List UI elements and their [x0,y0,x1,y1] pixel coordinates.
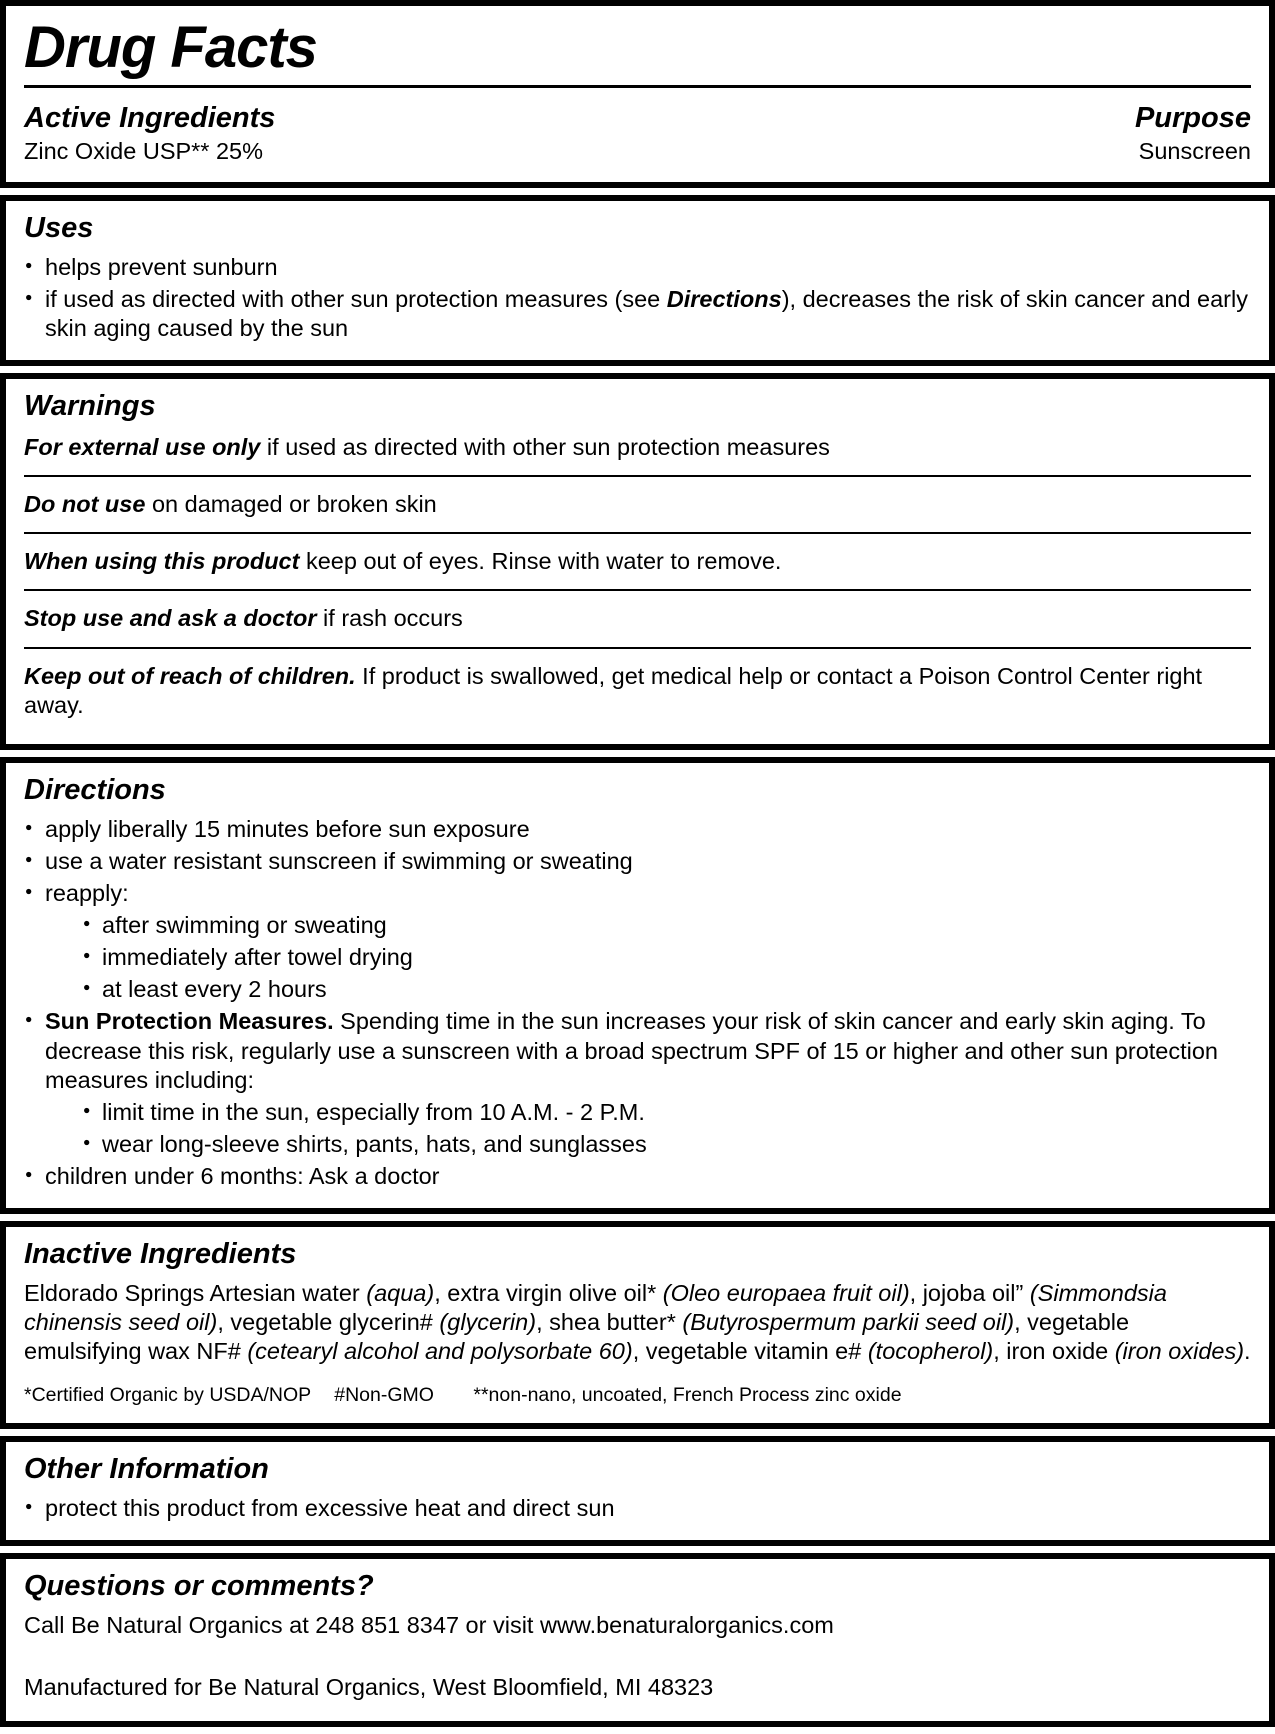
warning-divider [24,647,1251,649]
ingredient-notes [24,1384,1251,1407]
questions-heading: Questions or comments? [24,1570,374,1603]
section-other-information [0,1436,1275,1546]
warnings-heading: Warnings [24,390,156,423]
warning-row [24,604,1251,633]
warning-divider [24,532,1251,534]
directions-sub-bullet: ● after swimming or sweating [83,911,1251,940]
warning-row [24,662,1251,720]
warning-text: If product is swallowed, get medical help or contact a Poison Control Center right away. [24,662,1203,718]
directions-bullet-text: use a water resistant sunscreen if swimming or sweating [45,847,633,874]
warning-lead: Keep out of reach of children. [24,662,356,689]
inactive-ingredients-paragraph: Eldorado Springs Artesian water (aqua), extra virgin olive oil* (Oleo europaea fruit oil), jojoba oil” (Simmondsia chinensis seed oil), vegetable glycerin# (glycerin), shea butter* (Butyrospermum parkii seed oil), vegetable emulsifying wax NF# (cetearyl alcohol and polysorbate 60), vegetable vitamin e# (tocopherol), iron oxide (iron oxides). [24,1280,1251,1365]
warning-text: if used as directed with other sun protection measures [260,434,830,461]
section-warnings [0,373,1275,750]
directions-bullet-text: apply liberally 15 minutes before sun exposure [45,815,530,842]
directions-sub-bullet: ● at least every 2 hours [83,975,1251,1004]
warning-divider [24,589,1251,591]
directions-sub-bullet: ● limit time in the sun, especially from 10 A.M. - 2 P.M. [83,1098,1251,1127]
active-ingredients-heading-row [24,100,1251,136]
other-information-bullet: ● protect this product from excessive heat and direct sun [24,1494,1251,1523]
purpose-value: Sunscreen [1138,138,1251,165]
section-uses [0,195,1275,366]
section-directions [0,757,1275,1214]
directions-bullet [24,879,1251,1005]
active-ingredient-value: Zinc Oxide USP** 25% [24,138,264,165]
section-questions [0,1553,1275,1727]
warning-lead: Stop use and ask a doctor [24,605,317,632]
warning-text: keep out of eyes. Rinse with water to remove. [299,548,782,575]
uses-bullet [24,285,1251,343]
uses-bullet [24,253,1251,282]
note-non-nano: **non-nano, uncoated, French Process zinc oxide [473,1384,902,1407]
title-divider [24,85,1251,88]
other-information-heading: Other Information [24,1453,269,1486]
directions-bullet-text: reapply: [45,879,129,906]
uses-bullet-text: if used as directed with other sun protection measures (see Directions), decreases the risk of skin cancer and early skin aging caused by the sun [45,285,1248,341]
uses-list [24,253,1251,343]
inactive-ingredients-heading: Inactive Ingredients [24,1238,297,1271]
warning-row [24,490,1251,519]
note-certified-organic: *Certified Organic by USDA/NOP [24,1384,311,1407]
warning-text: on damaged or broken skin [145,491,437,518]
directions-bullet [24,1007,1251,1159]
purpose-heading: Purpose [1134,101,1251,134]
active-ingredients-heading: Active Ingredients [24,101,276,134]
active-ingredients-value-row [24,136,1251,168]
sun-protection-sublist [83,1098,1251,1159]
note-non-gmo: #Non-GMO [334,1384,434,1407]
section-inactive-ingredients [0,1221,1275,1429]
warning-row [24,547,1251,576]
label-title: Drug Facts [24,15,317,80]
warning-row [24,433,1251,462]
other-information-list [24,1494,1251,1523]
uses-bullet-text: helps prevent sunburn [45,253,278,280]
manufactured-line: Manufactured for Be Natural Organics, West Bloomfield, MI 48323 [24,1674,714,1701]
warning-lead: For external use only [24,434,261,461]
directions-bullet-text: Sun Protection Measures. Spending time in the sun increases your risk of skin cancer and early skin aging. To decrease this risk, regularly use a sunscreen with a broad spectrum SPF of 15 or higher and other sun protection measures including: [45,1008,1219,1093]
directions-bullet [24,1162,1251,1191]
directions-sub-bullet: ● wear long-sleeve shirts, pants, hats, and sunglasses [83,1130,1251,1159]
warning-text: if rash occurs [316,605,463,632]
directions-bullet-text: children under 6 months: Ask a doctor [45,1163,440,1190]
directions-sub-bullet: ● immediately after towel drying [83,943,1251,972]
directions-list [24,815,1251,1192]
reapply-sublist [83,911,1251,1004]
directions-bullet [24,847,1251,876]
uses-heading: Uses [24,211,94,244]
contact-line: Call Be Natural Organics at 248 851 8347 or visit www.benaturalorganics.com [24,1612,834,1639]
warning-lead: Do not use [24,491,146,518]
warning-divider [24,475,1251,477]
section-title-active [0,0,1275,188]
directions-bullet [24,815,1251,844]
warning-lead: When using this product [24,548,300,575]
directions-heading: Directions [24,773,166,806]
